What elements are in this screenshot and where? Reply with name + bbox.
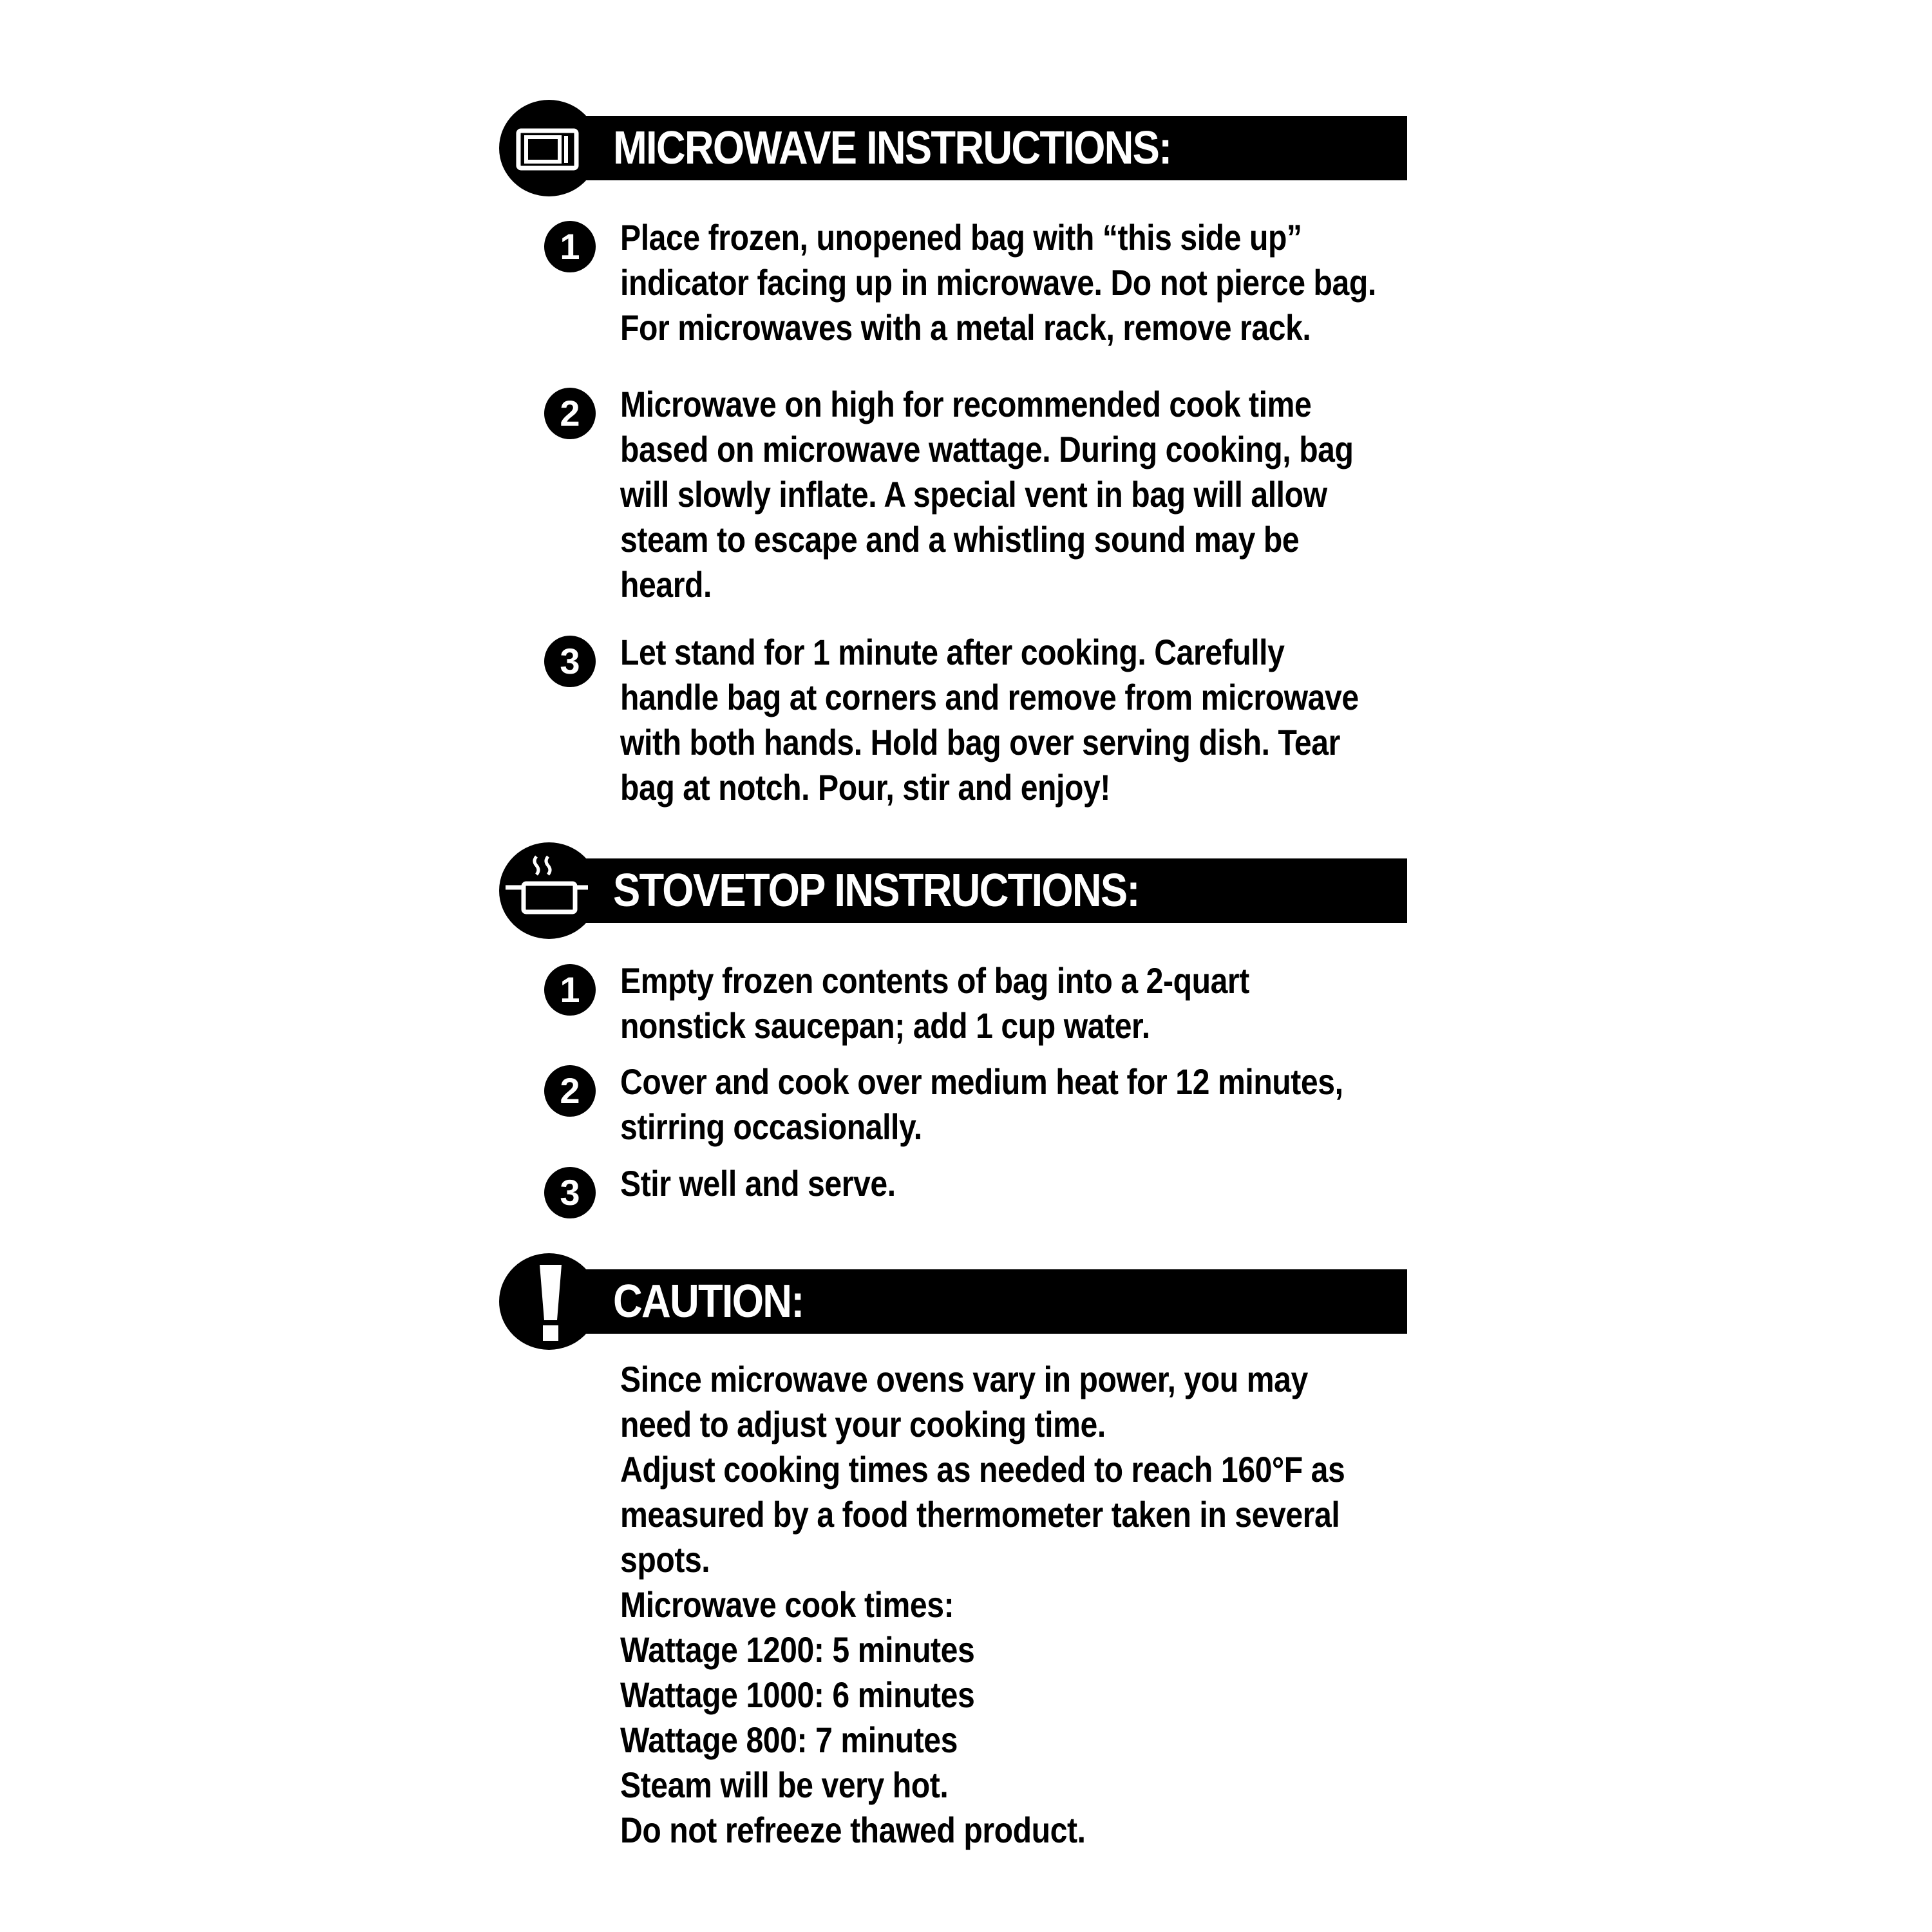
microwave-title: MICROWAVE INSTRUCTIONS: [613,122,1171,174]
caution-line: Wattage 800: 7 minutes [620,1719,958,1760]
caution-line: Microwave cook times: [620,1584,954,1625]
step-text: Cover and cook over medium heat for 12 minutes, stirring occasionally. [620,1061,1343,1147]
step-number: 2 [544,1065,596,1117]
step-text: Empty frozen contents of bag into a 2-quart nonstick saucepan; add 1 cup water. [620,960,1249,1046]
caution-line: Do not refreeze thawed product. [620,1810,1086,1850]
step-text: Stir well and serve. [620,1163,896,1204]
caution-line: Adjust cooking times as needed to reach 160°F as [620,1449,1345,1490]
caution-title: CAUTION: [613,1276,804,1327]
caution-line: measured by a food thermometer taken in several [620,1494,1340,1535]
step-text: Place frozen, unopened bag with “this side up” indicator facing up in microwave. Do not pierce bag. For microwaves with a metal rack, remove rack. [620,217,1376,348]
caution-line: Steam will be very hot. [620,1765,949,1805]
exclamation-icon [499,1253,599,1350]
caution-line: Since microwave ovens vary in power, you may [620,1359,1308,1399]
caution-line: Wattage 1000: 6 minutes [620,1674,975,1715]
stovetop-header [499,842,1407,945]
caution-body [620,1357,1429,1853]
step-number: 1 [544,221,596,272]
stovetop-title: STOVETOP INSTRUCTIONS: [613,865,1139,916]
steaming-pot-icon [499,842,599,939]
step-number: 1 [544,964,596,1016]
microwave-header [499,100,1407,203]
microwave-icon [499,100,599,196]
step-text: Microwave on high for recommended cook time based on microwave wattage. During cooking, bag will slowly inflate. A special vent in bag will allow steam to escape and a whistling sound may be heard. [620,384,1354,605]
step-number: 3 [544,1167,596,1218]
step-text: Let stand for 1 minute after cooking. Carefully handle bag at corners and remove from microwave with both hands. Hold bag over serving dish. Tear bag at notch. Pour, stir and enjoy! [620,632,1359,808]
caution-header [499,1253,1407,1356]
caution-line: spots. [620,1539,710,1580]
step-number: 2 [544,388,596,439]
caution-line: need to adjust your cooking time. [620,1404,1106,1444]
step-number: 3 [544,636,596,687]
caution-line: Wattage 1200: 5 minutes [620,1629,975,1670]
